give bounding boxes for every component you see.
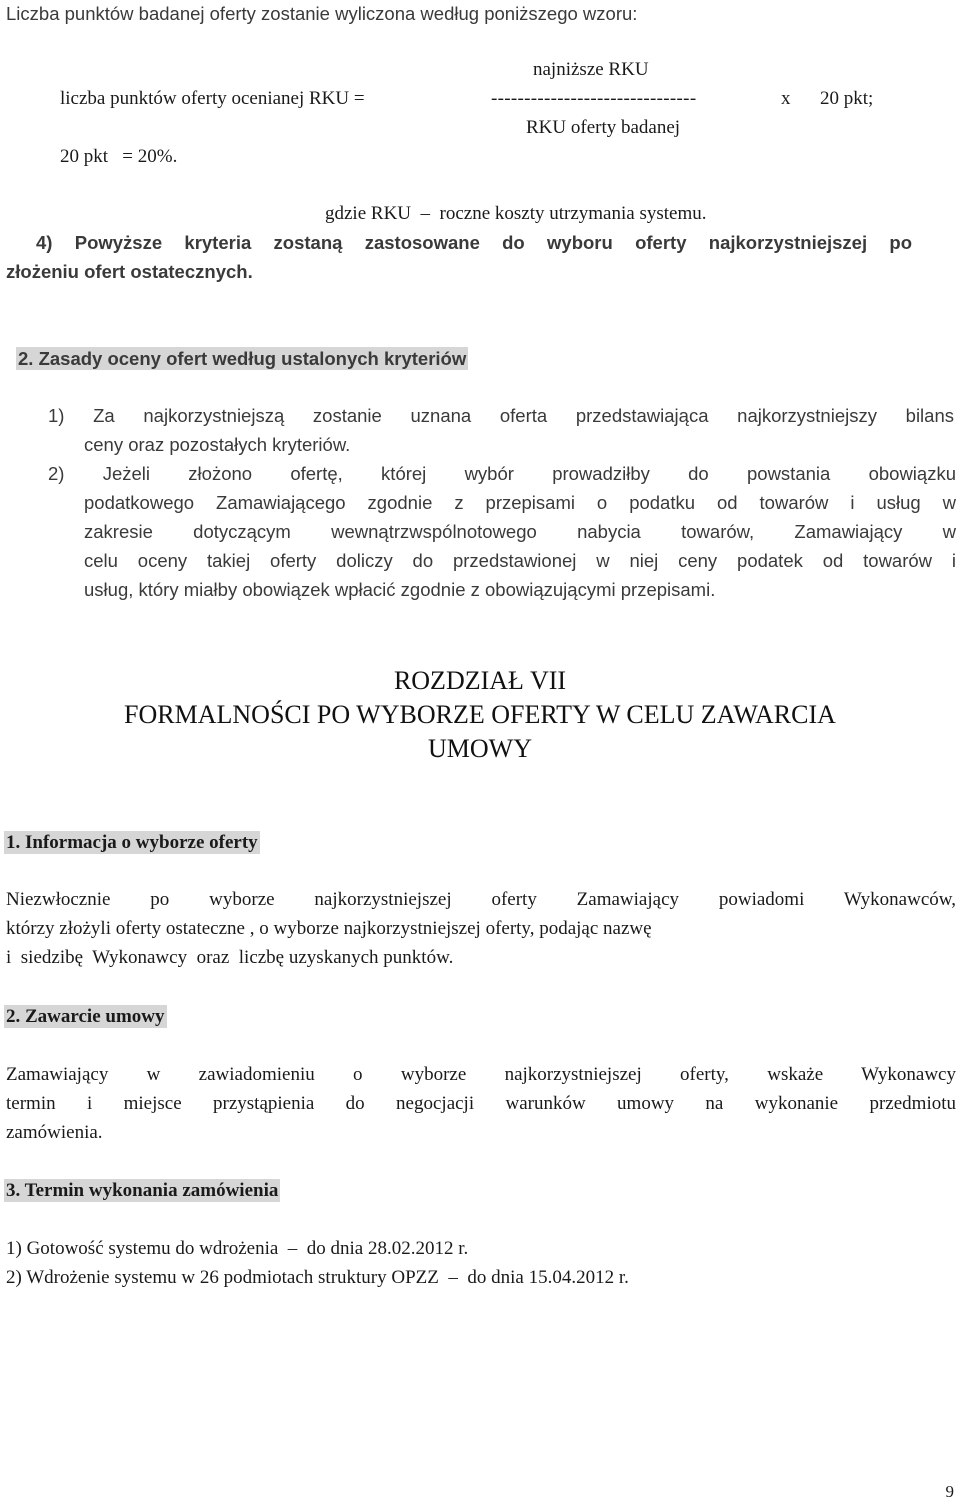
rule-item-line: 2) Jeżeli złożono ofertę, której wybór prowadziłby do powstania obowiązku bbox=[48, 463, 956, 484]
formula-lhs: liczba punktów oferty ocenianej RKU = bbox=[60, 88, 365, 109]
section-heading bbox=[16, 344, 468, 373]
info-paragraph-line: i siedzibę Wykonawcy oraz liczbę uzyskanych punktów. bbox=[6, 947, 454, 968]
contract-paragraph-line: zamówienia. bbox=[6, 1122, 103, 1143]
section-heading-text: 3. Termin wykonania zamówienia bbox=[6, 1180, 279, 1201]
contract-paragraph-line: termin i miejsce przystąpienia do negocjacji warunków umowy na wykonanie przedmiotu bbox=[6, 1093, 956, 1114]
page-number: 9 bbox=[945, 1482, 954, 1501]
contract-paragraph-line: Zamawiający w zawiadomieniu o wyborze najkorzystniejszej oferty, wskaże Wykonawcy bbox=[6, 1064, 956, 1085]
formula-fraction-line: ------------------------------- bbox=[491, 88, 697, 109]
section-heading-text: 1. Informacja o wyborze oferty bbox=[6, 832, 258, 853]
section-heading bbox=[4, 1002, 167, 1031]
formula-points: 20 pkt; bbox=[820, 88, 874, 109]
rule-item-line: zakresie dotyczącym wewnątrzwspólnotowego nabycia towarów, Zamawiający w bbox=[84, 521, 956, 542]
section-heading bbox=[4, 828, 260, 857]
info-paragraph-line: Niezwłocznie po wyborze najkorzystniejszej oferty Zamawiający powiadomi Wykonawców, bbox=[6, 889, 956, 910]
deadline-item: 1) Gotowość systemu do wdrożenia – do dnia 28.02.2012 r. bbox=[6, 1238, 469, 1259]
section-heading bbox=[4, 1176, 280, 1205]
formula-denominator: RKU oferty badanej bbox=[526, 117, 681, 138]
formula-weight: 20 pkt = 20%. bbox=[60, 146, 178, 167]
rule-item-line: 1) Za najkorzystniejszą zostanie uznana oferta przedstawiająca najkorzystniejszy bilans bbox=[48, 405, 954, 426]
rule-item-line: usług, który miałby obowiązek wpłacić zgodnie z obowiązującymi przepisami. bbox=[84, 579, 716, 600]
section-heading-text: 2. Zawarcie umowy bbox=[6, 1006, 165, 1027]
rule-item-line: celu oceny takiej oferty doliczy do przedstawionej w niej ceny podatek od towarów i bbox=[84, 550, 956, 571]
formula-intro: Liczba punktów badanej oferty zostanie wyliczona według poniższego wzoru: bbox=[6, 3, 638, 24]
section-heading-text: 2. Zasady oceny ofert według ustalonych kryteriów bbox=[18, 348, 467, 369]
formula-multiplier: x bbox=[781, 88, 791, 109]
info-paragraph-line: którzy złożyli oferty ostateczne , o wyborze najkorzystniejszej oferty, podając nazwę bbox=[6, 918, 652, 939]
chapter-title-line: UMOWY bbox=[428, 734, 532, 763]
chapter-title-line: FORMALNOŚCI PO WYBORZE OFERTY W CELU ZAWARCIA bbox=[124, 700, 836, 729]
criteria-note-line: 4) Powyższe kryteria zostaną zastosowane do wyboru oferty najkorzystniejszej po bbox=[36, 232, 912, 253]
formula-where: gdzie RKU – roczne koszty utrzymania systemu. bbox=[325, 203, 707, 224]
rule-item-line: podatkowego Zamawiającego zgodnie z przepisami o podatku od towarów i usług w bbox=[84, 492, 956, 513]
formula-numerator: najniższe RKU bbox=[533, 59, 649, 80]
criteria-note-line: złożeniu ofert ostatecznych. bbox=[6, 261, 253, 282]
deadline-item: 2) Wdrożenie systemu w 26 podmiotach struktury OPZZ – do dnia 15.04.2012 r. bbox=[6, 1267, 629, 1288]
rule-item-line: ceny oraz pozostałych kryteriów. bbox=[84, 434, 351, 455]
chapter-number: ROZDZIAŁ VII bbox=[393, 666, 567, 695]
